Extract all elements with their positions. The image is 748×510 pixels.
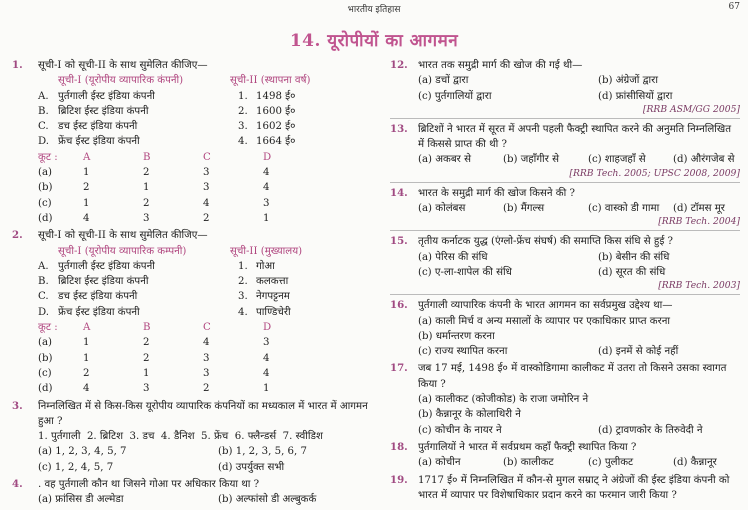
answer-key-row[interactable] (38, 180, 372, 195)
row-number: 1. (238, 260, 248, 272)
option-b[interactable]: (b) बेसीन की संधि (598, 251, 670, 263)
key-option: (d) (38, 212, 53, 224)
key-cell: 3 (263, 197, 270, 209)
key-cell: 3 (203, 367, 210, 379)
key-label: कूट : (38, 151, 58, 163)
options (418, 423, 740, 438)
row-item: पुर्तगाली ईस्ट इंडिया कंपनी (58, 90, 155, 102)
question-12 (390, 58, 740, 116)
key-cell: 3 (203, 182, 210, 194)
question-19 (390, 473, 740, 504)
option-c[interactable]: (c) वास्को डी गामा (588, 203, 660, 215)
answer-key-row[interactable] (38, 165, 372, 180)
row-value: 1498 ई० (256, 90, 296, 102)
question-stem: पुर्तगाली व्यापारिक कंपनी के भारत आगमन का सर्वप्रमुख उद्देश्य था— (418, 300, 673, 312)
question-4 (10, 477, 372, 508)
list-1-heading: सूची-I (यूरोपीय व्यापारिक कम्पनी) (58, 245, 187, 257)
match-row (38, 104, 372, 119)
row-item: ब्रिटिश ईस्ट इंडिया कंपनी (58, 276, 149, 288)
question-3 (10, 399, 372, 475)
option-a[interactable]: (a) कालीकट (कोजीकोड) के राजा जमोरिन ने (418, 394, 589, 406)
key-cell: 3 (203, 167, 210, 179)
key-cell: 2 (143, 197, 150, 209)
option-b[interactable]: (b) अल्फांसो डी अल्बुकर्क (218, 494, 317, 506)
question-stem: 1717 ई० में निम्नलिखित में कौन-से मुगल सम्राट् ने अंग्रेजों की ईस्ट इंडिया कंपनी को भारत में व्यापार पर विशेषाधिकार प्रदान करने का फरमान जारी किया ? (418, 474, 730, 501)
row-number: 2. (238, 105, 248, 117)
option-c[interactable]: (c) पुलीकट (588, 457, 634, 469)
question-stem: सूची-I को सूची-II के साथ सुमेलित कीजिए— (38, 230, 208, 242)
match-row (38, 305, 372, 320)
option-b[interactable]: (b) कैन्नानूर के कोलाथिरी ने (418, 409, 521, 421)
option-d[interactable]: (d) सूरत की संधि (598, 266, 666, 278)
row-value: 1602 ई० (256, 121, 296, 133)
key-cell: 1 (263, 212, 270, 224)
question-number: 2. (12, 229, 23, 242)
answer-key-row[interactable] (38, 381, 372, 396)
question-16 (390, 298, 740, 359)
key-col: D (263, 322, 272, 334)
divider (390, 182, 740, 183)
row-value: 1600 ई० (256, 105, 296, 117)
row-number: 3. (238, 291, 248, 303)
question-stem: भारत तक समुद्री मार्ग की खोज की गई थी— (418, 60, 583, 71)
question-number: 1. (12, 59, 23, 71)
question-18 (390, 440, 740, 471)
option-a[interactable]: (a) काली मिर्च व अन्य मसालों के व्यापार पर एकाधिकार प्राप्त करना (418, 315, 671, 327)
row-number: 1. (238, 90, 248, 102)
key-cell: 2 (83, 182, 90, 194)
question-1 (10, 58, 372, 226)
options (38, 492, 372, 507)
key-cell: 4 (203, 197, 210, 209)
row-number: 2. (238, 276, 248, 288)
option-b[interactable]: (b) कालीकट (503, 457, 554, 469)
divider (390, 118, 740, 119)
options (418, 152, 740, 167)
match-list-header (38, 244, 372, 259)
key-col: C (203, 322, 211, 334)
row-letter: B. (38, 276, 49, 288)
option-c[interactable]: (c) पुर्तगालियों द्वारा (418, 90, 492, 102)
row-number: 4. (238, 136, 248, 148)
key-option: (b) (38, 352, 53, 364)
key-cell: 2 (203, 383, 210, 395)
key-cell: 4 (263, 167, 270, 179)
question-stem: भारत के समुद्री मार्ग की खोज किसने की ? (418, 187, 575, 199)
question-stem: तृतीय कर्नाटक युद्ध (एंग्लो-फ्रेंच संघर्ष) की समाप्ति किस संधि से हुई ? (418, 236, 674, 248)
options (418, 455, 740, 470)
question-2 (10, 228, 372, 396)
question-stem: . वह पुर्तगाली कौन था जिसने गोआ पर अधिकार किया था ? (38, 479, 260, 491)
item-list: 1. पुर्तगाली 2. ब्रिटिश 3. डच 4. डैनिश 5. फ्रेंच 6. फ्लैन्डर्स 7. स्वीडिश (38, 431, 323, 443)
question-15 (390, 234, 740, 292)
key-cell: 3 (203, 352, 210, 364)
options (38, 444, 372, 475)
question-number: 12. (390, 59, 408, 71)
left-column (10, 58, 372, 510)
match-row (38, 89, 372, 104)
key-cell: 1 (143, 182, 150, 194)
key-cell: 3 (263, 337, 270, 349)
row-item: फ्रेंच ईस्ट इंडिया कंपनी (58, 136, 140, 148)
option-c[interactable]: (c) ए-ला-शापेल की संधि (418, 266, 512, 278)
key-col: A (83, 151, 91, 163)
key-cell: 2 (143, 167, 150, 179)
row-number: 4. (238, 306, 248, 318)
key-cell: 1 (83, 197, 90, 209)
option-d[interactable]: (d) औरंगजेब से (673, 154, 735, 166)
option-a[interactable]: (a) अकबर से (418, 154, 471, 166)
key-cell: 2 (83, 367, 90, 379)
list-2-heading: सूची-II (मुख्यालय) (230, 245, 303, 257)
list-2-heading: सूची-II (स्थापना वर्ष) (230, 75, 311, 87)
options (418, 344, 740, 359)
question-number: 19. (390, 473, 408, 486)
match-row (38, 274, 372, 289)
option-b[interactable]: (b) धर्मान्तरण करना (418, 330, 495, 342)
question-number: 15. (390, 235, 408, 248)
question-number: 18. (390, 440, 408, 453)
key-cell: 3 (143, 212, 150, 224)
option-b[interactable]: (b) जहाँगीर से (503, 154, 559, 166)
chapter-title: 14. यूरोपीयों का आगमन (289, 31, 459, 51)
exam-source: [RRB Tech. 2004] (658, 216, 740, 228)
match-row (38, 259, 372, 274)
answer-key-row[interactable] (38, 196, 372, 211)
option-b[interactable]: (b) अंग्रेजों द्वारा (598, 75, 658, 87)
key-option: (a) (38, 337, 53, 349)
key-cell: 2 (143, 352, 150, 364)
key-cell: 3 (143, 383, 150, 395)
key-col: B (143, 151, 151, 163)
question-number: 4. (12, 478, 23, 491)
row-letter: D. (38, 306, 50, 318)
row-letter: A. (38, 260, 49, 272)
question-number: 16. (390, 299, 408, 312)
option-c[interactable]: (c) 1, 2, 4, 5, 7 (38, 461, 114, 473)
running-head: भारतीय इतिहास (347, 5, 401, 15)
question-17 (390, 361, 740, 437)
option-c[interactable]: (c) राज्य स्थापित करना (418, 346, 508, 358)
answer-key-header (38, 150, 372, 165)
key-cell: 4 (83, 383, 90, 395)
options (418, 73, 740, 104)
option-d[interactable]: (d) टॉमस मूर (673, 203, 725, 215)
row-item: पुर्तगाली ईस्ट इंडिया कंपनी (58, 260, 155, 272)
question-stem: पुर्तगालियों ने भारत में सर्वप्रथम कहाँ फैक्ट्री स्थापित किया ? (418, 441, 637, 453)
option-a[interactable]: (a) फ्रांसिस डी अल्मेडा (38, 494, 124, 506)
key-option: (c) (38, 197, 52, 209)
key-option: (d) (38, 383, 53, 395)
option-a[interactable]: (a) डचों द्वारा (418, 75, 469, 87)
answer-key-row[interactable] (38, 366, 372, 381)
question-13 (390, 122, 740, 180)
key-col: D (263, 151, 272, 163)
row-letter: D. (38, 136, 50, 148)
row-letter: C. (38, 121, 49, 133)
option-a[interactable]: (a) कोलंबस (418, 203, 466, 215)
divider (390, 294, 740, 295)
question-stem: जब 17 मई, 1498 ई० में वास्कोडिगामा कालीकट में उतरा तो किसने उसका स्वागत किया ? (418, 363, 727, 390)
key-cell: 1 (143, 367, 150, 379)
answer-key-row[interactable] (38, 351, 372, 366)
exam-source: [RRB Tech. 2005; UPSC 2008, 2009] (569, 167, 740, 179)
option-d[interactable]: (d) ट्रावणकोर के तिरुवेदी ने (598, 424, 703, 436)
row-letter: C. (38, 291, 49, 303)
key-cell: 4 (83, 212, 90, 224)
option-c[interactable]: (c) शाहजहाँ से (588, 154, 646, 166)
key-cell: 4 (263, 352, 270, 364)
question-number: 13. (390, 122, 408, 135)
row-value: 1664 ई० (256, 136, 296, 148)
key-cell: 4 (263, 367, 270, 379)
option-d[interactable]: (d) इनमें से कोई नहीं (598, 346, 679, 358)
key-cell: 2 (143, 337, 150, 349)
answer-key-row[interactable] (38, 335, 372, 350)
key-label: कूट : (38, 322, 58, 334)
row-letter: A. (38, 90, 49, 102)
key-cell: 1 (263, 383, 270, 395)
right-column (390, 58, 740, 505)
question-14 (390, 186, 740, 229)
option-c[interactable]: (c) कोचीन के नायर ने (418, 424, 502, 436)
question-stem: सूची-I को सूची-II के साथ सुमेलित कीजिए— (38, 60, 208, 71)
key-option: (c) (38, 367, 52, 379)
option-b[interactable]: (b) 1, 2, 3, 5, 6, 7 (218, 446, 307, 458)
question-stem: ब्रिटिशों ने भारत में सूरत में अपनी पहली फैक्ट्री स्थापित करने की अनुमति निम्नलिखित में किससे प्राप्त की थी ? (418, 123, 732, 151)
option-b[interactable]: (b) मैंगल्स (503, 203, 545, 215)
match-row (38, 134, 372, 149)
option-a[interactable]: (a) 1, 2, 3, 4, 5, 7 (38, 446, 127, 458)
row-item: डच ईस्ट इंडिया कंपनी (58, 121, 138, 133)
key-option: (b) (38, 182, 53, 194)
divider (390, 230, 740, 231)
question-stem: निम्नलिखित में से किस-किस यूरोपीय व्यापारिक कंपनियों का मध्यकाल में भारत में आगमन हुआ ? (38, 400, 368, 427)
row-item: डच ईस्ट इंडिया कंपनी (58, 291, 138, 303)
key-cell: 4 (203, 337, 210, 349)
options (418, 250, 740, 281)
row-number: 3. (238, 121, 248, 133)
option-d[interactable]: (d) कैन्नानूर (673, 457, 717, 469)
page-number: 67 (728, 2, 740, 12)
key-cell: 4 (263, 182, 270, 194)
exam-source: [RRB ASM/GG 2005] (642, 103, 740, 115)
match-row (38, 289, 372, 304)
key-cell: 1 (83, 167, 90, 179)
row-item: ब्रिटिश ईस्ट इंडिया कंपनी (58, 105, 149, 117)
row-value: कलकत्ता (256, 276, 289, 288)
list-1-heading: सूची-I (यूरोपीय व्यापारिक कंपनी) (58, 75, 184, 87)
question-number: 3. (12, 399, 23, 412)
row-item: फ्रेंच ईस्ट इंडिया कंपनी (58, 306, 140, 318)
answer-key-header (38, 320, 372, 335)
options (418, 201, 740, 216)
answer-key-row[interactable] (38, 211, 372, 226)
option-d[interactable]: (d) फ्रांसीसियों द्वारा (598, 90, 673, 102)
match-list-header (38, 73, 372, 88)
option-d[interactable]: (d) उपर्युक्त सभी (218, 461, 285, 473)
key-col: B (143, 322, 151, 334)
key-cell: 1 (83, 337, 90, 349)
key-cell: 2 (203, 212, 210, 224)
question-number: 17. (390, 362, 408, 375)
key-col: A (83, 322, 91, 334)
row-value: नेगपट्टनम (256, 291, 290, 303)
row-value: पाण्डिचेरी (256, 306, 291, 318)
key-col: C (203, 151, 211, 163)
match-row (38, 119, 372, 134)
exam-source: [RRB Tech. 2003] (658, 280, 740, 292)
option-a[interactable]: (a) पेरिस की संधि (418, 251, 488, 263)
key-option: (a) (38, 167, 53, 179)
key-cell: 1 (83, 352, 90, 364)
option-a[interactable]: (a) कोचीन (418, 457, 461, 469)
question-number: 14. (390, 186, 408, 199)
row-letter: B. (38, 105, 49, 117)
row-value: गोआ (256, 260, 275, 272)
